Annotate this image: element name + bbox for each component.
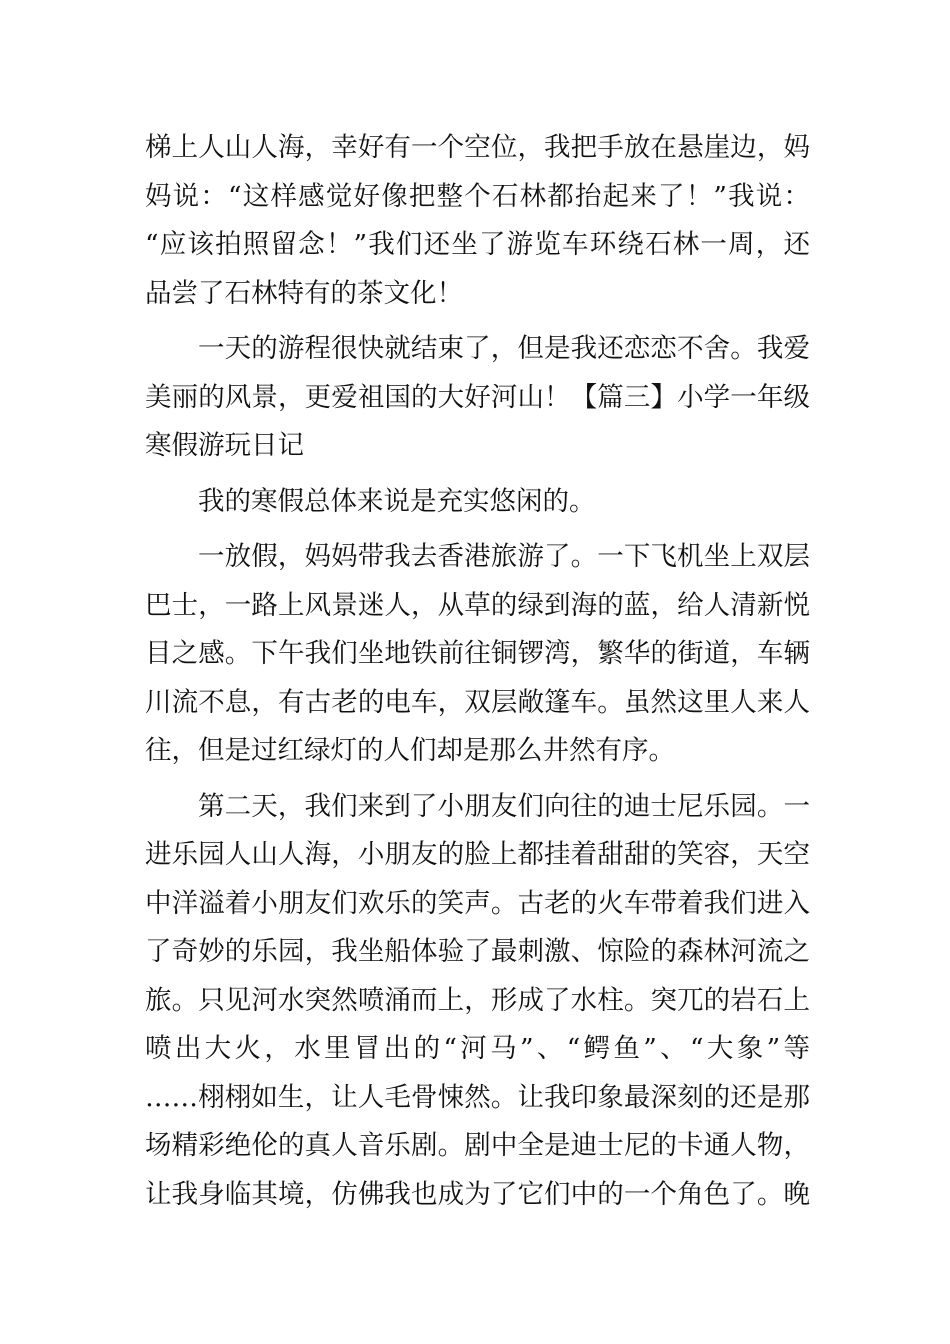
text-line: 寒假游玩日记 <box>145 430 304 461</box>
text-line: 品尝了石林特有的茶文化！ <box>145 277 463 309</box>
text-line: 一天的游程很快就结束了，但是我还恋恋不舍。我爱 <box>198 333 810 364</box>
text-line: 了奇妙的乐园，我坐船体验了最刺激、惊险的森林河流之 <box>145 936 810 967</box>
body-text <box>145 124 810 1219</box>
text-line: 旅。只见河水突然喷涌而上，形成了水柱。突兀的岩石上 <box>145 984 810 1016</box>
text-line: 场精彩绝伦的真人音乐剧。剧中全是迪士尼的卡通人物， <box>145 1130 810 1161</box>
text-line: 喷出大火，水里冒出的“河马”、“鳄鱼”、“大象”等 <box>145 1033 810 1064</box>
text-line: 进乐园人山人海，小朋友的脸上都挂着甜甜的笑容，天空 <box>145 839 810 870</box>
text-line: 巴士，一路上风景迷人，从草的绿到海的蓝，给人清新悦 <box>145 589 810 621</box>
text-line: 我的寒假总体来说是充实悠闲的。 <box>198 485 596 517</box>
text-line: 让我身临其境，仿佛我也成为了它们中的一个角色了。晚 <box>145 1178 810 1210</box>
text-line: 目之感。下午我们坐地铁前往铜锣湾，繁华的街道，车辆 <box>145 638 810 669</box>
text-line: 美丽的风景，更爱祖国的大好河山！【篇三】小学一年级 <box>145 381 810 413</box>
text-line: 往，但是过红绿灯的人们却是那么井然有序。 <box>145 735 675 766</box>
text-line: 一放假，妈妈带我去香港旅游了。一下飞机坐上双层 <box>198 541 810 572</box>
text-line: 梯上人山人海，幸好有一个空位，我把手放在悬崖边，妈 <box>145 132 810 163</box>
text-line: 第二天，我们来到了小朋友们向往的迪士尼乐园。一 <box>198 790 810 822</box>
text-line: 中洋溢着小朋友们欢乐的笑声。古老的火车带着我们进入 <box>145 887 810 919</box>
text-line: ……栩栩如生，让人毛骨悚然。让我印象最深刻的还是那 <box>145 1081 810 1113</box>
text-line: 川流不息，有古老的电车，双层敞篷车。虽然这里人来人 <box>145 686 810 718</box>
text-line: “应该拍照留念！”我们还坐了游览车环绕石林一周，还 <box>145 229 810 260</box>
text-line: 妈说：“这样感觉好像把整个石林都抬起来了！”我说： <box>145 180 810 212</box>
